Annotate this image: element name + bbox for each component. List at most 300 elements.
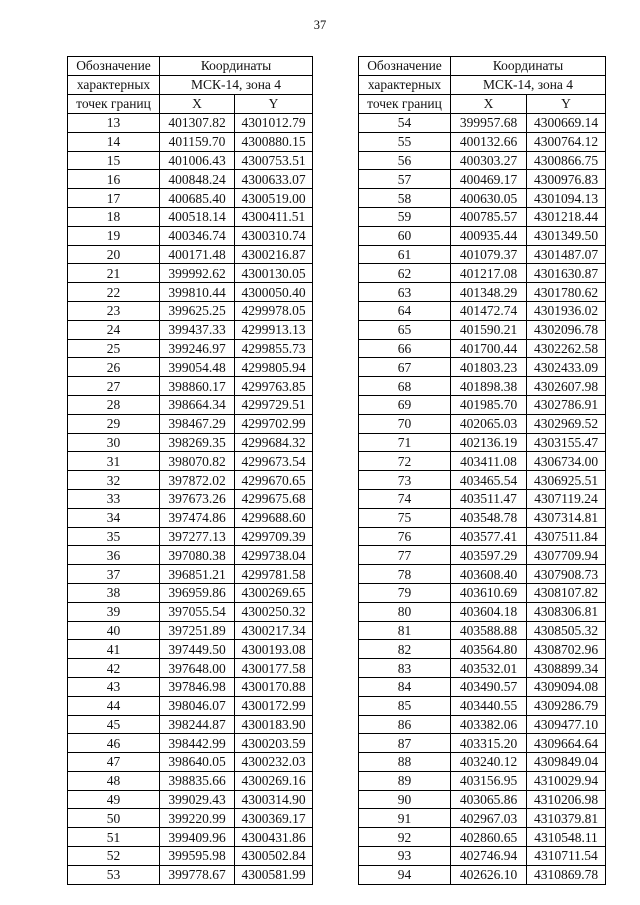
table-row — [68, 358, 313, 377]
point-number-cell: 91 — [359, 809, 451, 828]
table-row — [68, 132, 313, 151]
table-row — [68, 546, 313, 565]
table-row — [68, 339, 313, 358]
point-number-cell: 62 — [359, 264, 451, 283]
x-coordinate-cell: 401472.74 — [451, 301, 527, 320]
point-number-cell: 63 — [359, 283, 451, 302]
x-coordinate-cell: 396851.21 — [160, 565, 235, 584]
y-coordinate-cell: 4300633.07 — [235, 170, 313, 189]
table-row — [68, 207, 313, 226]
table-row — [359, 696, 606, 715]
y-coordinate-cell: 4302262.58 — [527, 339, 606, 358]
table-row — [359, 452, 606, 471]
point-number-cell: 65 — [359, 320, 451, 339]
y-coordinate-cell: 4301936.02 — [527, 301, 606, 320]
x-coordinate-cell: 399029.43 — [160, 790, 235, 809]
table-row — [68, 264, 313, 283]
x-coordinate-cell: 400685.40 — [160, 189, 235, 208]
y-coordinate-cell: 4302096.78 — [527, 320, 606, 339]
y-coordinate-cell: 4299729.51 — [235, 395, 313, 414]
y-coordinate-cell: 4300764.12 — [527, 132, 606, 151]
coordinates-table-left — [67, 56, 313, 885]
x-coordinate-cell: 403156.95 — [451, 771, 527, 790]
point-number-cell: 78 — [359, 565, 451, 584]
x-coordinate-cell: 398640.05 — [160, 753, 235, 772]
point-number-cell: 60 — [359, 226, 451, 245]
x-coordinate-cell: 399957.68 — [451, 114, 527, 133]
point-number-cell: 88 — [359, 753, 451, 772]
y-coordinate-cell: 4307314.81 — [527, 508, 606, 527]
x-coordinate-cell: 399810.44 — [160, 283, 235, 302]
point-number-cell: 30 — [68, 433, 160, 452]
y-coordinate-cell: 4307908.73 — [527, 565, 606, 584]
table-row — [359, 621, 606, 640]
point-number-cell: 27 — [68, 377, 160, 396]
table-row — [359, 546, 606, 565]
point-number-cell: 18 — [68, 207, 160, 226]
designation-header-line3: точек границ — [359, 95, 451, 114]
point-number-cell: 84 — [359, 677, 451, 696]
x-coordinate-cell: 400171.48 — [160, 245, 235, 264]
point-number-cell: 59 — [359, 207, 451, 226]
x-coordinate-cell: 397080.38 — [160, 546, 235, 565]
point-number-cell: 49 — [68, 790, 160, 809]
coordinates-tables — [67, 56, 607, 883]
table-row — [68, 602, 313, 621]
point-number-cell: 36 — [68, 546, 160, 565]
x-coordinate-cell: 397055.54 — [160, 602, 235, 621]
x-coordinate-cell: 398269.35 — [160, 433, 235, 452]
x-column-header: X — [160, 95, 235, 114]
x-coordinate-cell: 397251.89 — [160, 621, 235, 640]
designation-header-line3: точек границ — [68, 95, 160, 114]
x-coordinate-cell: 401700.44 — [451, 339, 527, 358]
point-number-cell: 20 — [68, 245, 160, 264]
table-row — [359, 715, 606, 734]
x-coordinate-cell: 402967.03 — [451, 809, 527, 828]
table-row — [68, 151, 313, 170]
table-row — [359, 489, 606, 508]
point-number-cell: 35 — [68, 527, 160, 546]
y-coordinate-cell: 4299781.58 — [235, 565, 313, 584]
point-number-cell: 32 — [68, 471, 160, 490]
table-row — [359, 565, 606, 584]
y-coordinate-cell: 4310711.54 — [527, 847, 606, 866]
table-row — [359, 395, 606, 414]
table-row — [359, 358, 606, 377]
x-coordinate-cell: 401803.23 — [451, 358, 527, 377]
table-row — [68, 527, 313, 546]
table-row — [68, 809, 313, 828]
table-row — [68, 677, 313, 696]
table-row — [359, 226, 606, 245]
point-number-cell: 71 — [359, 433, 451, 452]
table-row — [359, 508, 606, 527]
x-coordinate-cell: 398046.07 — [160, 696, 235, 715]
x-column-header: X — [451, 95, 527, 114]
table-row — [68, 114, 313, 133]
x-coordinate-cell: 398467.29 — [160, 414, 235, 433]
point-number-cell: 46 — [68, 734, 160, 753]
table-row — [68, 433, 313, 452]
table-row — [359, 828, 606, 847]
x-coordinate-cell: 401985.70 — [451, 395, 527, 414]
table-row — [359, 264, 606, 283]
point-number-cell: 15 — [68, 151, 160, 170]
y-coordinate-cell: 4308107.82 — [527, 583, 606, 602]
table-row — [68, 696, 313, 715]
table-row — [359, 170, 606, 189]
point-number-cell: 37 — [68, 565, 160, 584]
y-coordinate-cell: 4300314.90 — [235, 790, 313, 809]
x-coordinate-cell: 403315.20 — [451, 734, 527, 753]
x-coordinate-cell: 398244.87 — [160, 715, 235, 734]
table-row — [68, 245, 313, 264]
y-coordinate-cell: 4301487.07 — [527, 245, 606, 264]
point-number-cell: 48 — [68, 771, 160, 790]
x-coordinate-cell: 402136.19 — [451, 433, 527, 452]
point-number-cell: 14 — [68, 132, 160, 151]
point-number-cell: 69 — [359, 395, 451, 414]
table-row — [68, 226, 313, 245]
point-number-cell: 51 — [68, 828, 160, 847]
x-coordinate-cell: 397449.50 — [160, 640, 235, 659]
point-number-cell: 13 — [68, 114, 160, 133]
point-number-cell: 19 — [68, 226, 160, 245]
x-coordinate-cell: 397673.26 — [160, 489, 235, 508]
y-coordinate-cell: 4300269.16 — [235, 771, 313, 790]
y-coordinate-cell: 4309094.08 — [527, 677, 606, 696]
y-coordinate-cell: 4299670.65 — [235, 471, 313, 490]
point-number-cell: 70 — [359, 414, 451, 433]
y-coordinate-cell: 4301012.79 — [235, 114, 313, 133]
x-coordinate-cell: 398664.34 — [160, 395, 235, 414]
table-row — [359, 753, 606, 772]
x-coordinate-cell: 400785.57 — [451, 207, 527, 226]
x-coordinate-cell: 403577.41 — [451, 527, 527, 546]
point-number-cell: 64 — [359, 301, 451, 320]
y-coordinate-cell: 4300581.99 — [235, 865, 313, 884]
table-row — [359, 283, 606, 302]
table-row — [68, 471, 313, 490]
table-row — [359, 114, 606, 133]
x-coordinate-cell: 397474.86 — [160, 508, 235, 527]
x-coordinate-cell: 401159.70 — [160, 132, 235, 151]
x-coordinate-cell: 401079.37 — [451, 245, 527, 264]
table-row — [68, 583, 313, 602]
y-coordinate-cell: 4303155.47 — [527, 433, 606, 452]
x-coordinate-cell: 403608.40 — [451, 565, 527, 584]
table-row — [359, 771, 606, 790]
y-coordinate-cell: 4299688.60 — [235, 508, 313, 527]
x-coordinate-cell: 403065.86 — [451, 790, 527, 809]
y-coordinate-cell: 4299738.04 — [235, 546, 313, 565]
y-coordinate-cell: 4300170.88 — [235, 677, 313, 696]
y-coordinate-cell: 4308505.32 — [527, 621, 606, 640]
table-row — [359, 377, 606, 396]
point-number-cell: 72 — [359, 452, 451, 471]
designation-header-line1: Обозначение — [68, 57, 160, 76]
x-coordinate-cell: 403588.88 — [451, 621, 527, 640]
y-coordinate-cell: 4302969.52 — [527, 414, 606, 433]
y-coordinate-cell: 4300217.34 — [235, 621, 313, 640]
y-coordinate-cell: 4300976.83 — [527, 170, 606, 189]
page-number: 37 — [313, 18, 327, 32]
y-coordinate-cell: 4300177.58 — [235, 659, 313, 678]
table-row — [68, 828, 313, 847]
x-coordinate-cell: 401217.08 — [451, 264, 527, 283]
y-coordinate-cell: 4310379.81 — [527, 809, 606, 828]
table-row — [359, 790, 606, 809]
point-number-cell: 33 — [68, 489, 160, 508]
y-coordinate-cell: 4307119.24 — [527, 489, 606, 508]
point-number-cell: 66 — [359, 339, 451, 358]
table-row — [68, 790, 313, 809]
point-number-cell: 25 — [68, 339, 160, 358]
x-coordinate-cell: 403511.47 — [451, 489, 527, 508]
y-coordinate-cell: 4300250.32 — [235, 602, 313, 621]
y-coordinate-cell: 4300050.40 — [235, 283, 313, 302]
table-row — [359, 189, 606, 208]
y-coordinate-cell: 4299805.94 — [235, 358, 313, 377]
point-number-cell: 17 — [68, 189, 160, 208]
x-coordinate-cell: 403382.06 — [451, 715, 527, 734]
point-number-cell: 75 — [359, 508, 451, 527]
table-row — [68, 508, 313, 527]
point-number-cell: 52 — [68, 847, 160, 866]
y-coordinate-cell: 4299702.99 — [235, 414, 313, 433]
x-coordinate-cell: 402065.03 — [451, 414, 527, 433]
x-coordinate-cell: 403564.80 — [451, 640, 527, 659]
y-coordinate-cell: 4300216.87 — [235, 245, 313, 264]
point-number-cell: 54 — [359, 114, 451, 133]
point-number-cell: 76 — [359, 527, 451, 546]
y-coordinate-cell: 4301780.62 — [527, 283, 606, 302]
y-coordinate-cell: 4309849.04 — [527, 753, 606, 772]
x-coordinate-cell: 400132.66 — [451, 132, 527, 151]
y-coordinate-cell: 4307709.94 — [527, 546, 606, 565]
point-number-cell: 61 — [359, 245, 451, 264]
y-coordinate-cell: 4300669.14 — [527, 114, 606, 133]
point-number-cell: 67 — [359, 358, 451, 377]
y-coordinate-cell: 4309286.79 — [527, 696, 606, 715]
table-row — [68, 565, 313, 584]
table-row — [68, 320, 313, 339]
coordinates-header-line2: МСК-14, зона 4 — [160, 76, 313, 95]
y-coordinate-cell: 4299673.54 — [235, 452, 313, 471]
point-number-cell: 94 — [359, 865, 451, 884]
table-row — [68, 621, 313, 640]
x-coordinate-cell: 398835.66 — [160, 771, 235, 790]
x-coordinate-cell: 396959.86 — [160, 583, 235, 602]
point-number-cell: 42 — [68, 659, 160, 678]
y-coordinate-cell: 4309664.64 — [527, 734, 606, 753]
y-coordinate-cell: 4300203.59 — [235, 734, 313, 753]
x-coordinate-cell: 403548.78 — [451, 508, 527, 527]
table-row — [68, 734, 313, 753]
table-row — [359, 471, 606, 490]
point-number-cell: 44 — [68, 696, 160, 715]
y-coordinate-cell: 4299675.68 — [235, 489, 313, 508]
x-coordinate-cell: 397846.98 — [160, 677, 235, 696]
y-coordinate-cell: 4299913.13 — [235, 320, 313, 339]
table-row — [68, 640, 313, 659]
point-number-cell: 80 — [359, 602, 451, 621]
point-number-cell: 85 — [359, 696, 451, 715]
x-coordinate-cell: 402860.65 — [451, 828, 527, 847]
y-coordinate-cell: 4299978.05 — [235, 301, 313, 320]
y-coordinate-cell: 4301349.50 — [527, 226, 606, 245]
x-coordinate-cell: 399054.48 — [160, 358, 235, 377]
y-coordinate-cell: 4300172.99 — [235, 696, 313, 715]
point-number-cell: 83 — [359, 659, 451, 678]
y-coordinate-cell: 4310548.11 — [527, 828, 606, 847]
point-number-cell: 26 — [68, 358, 160, 377]
point-number-cell: 21 — [68, 264, 160, 283]
point-number-cell: 86 — [359, 715, 451, 734]
x-coordinate-cell: 403604.18 — [451, 602, 527, 621]
x-coordinate-cell: 403411.08 — [451, 452, 527, 471]
point-number-cell: 93 — [359, 847, 451, 866]
x-coordinate-cell: 403597.29 — [451, 546, 527, 565]
point-number-cell: 74 — [359, 489, 451, 508]
table-row — [359, 527, 606, 546]
y-coordinate-cell: 4300310.74 — [235, 226, 313, 245]
point-number-cell: 22 — [68, 283, 160, 302]
coordinates-header-line1: Координаты — [451, 57, 606, 76]
x-coordinate-cell: 401307.82 — [160, 114, 235, 133]
x-coordinate-cell: 402626.10 — [451, 865, 527, 884]
table-row — [359, 583, 606, 602]
table-row — [359, 339, 606, 358]
x-coordinate-cell: 403440.55 — [451, 696, 527, 715]
point-number-cell: 29 — [68, 414, 160, 433]
table-row — [68, 283, 313, 302]
point-number-cell: 77 — [359, 546, 451, 565]
right-table-body — [359, 114, 606, 885]
x-coordinate-cell: 397648.00 — [160, 659, 235, 678]
y-coordinate-cell: 4307511.84 — [527, 527, 606, 546]
x-coordinate-cell: 397277.13 — [160, 527, 235, 546]
y-coordinate-cell: 4300502.84 — [235, 847, 313, 866]
point-number-cell: 82 — [359, 640, 451, 659]
y-coordinate-cell: 4300130.05 — [235, 264, 313, 283]
point-number-cell: 45 — [68, 715, 160, 734]
x-coordinate-cell: 398070.82 — [160, 452, 235, 471]
table-row — [68, 715, 313, 734]
y-coordinate-cell: 4308702.96 — [527, 640, 606, 659]
y-coordinate-cell: 4310029.94 — [527, 771, 606, 790]
table-row — [359, 602, 606, 621]
x-coordinate-cell: 397872.02 — [160, 471, 235, 490]
y-coordinate-cell: 4301218.44 — [527, 207, 606, 226]
y-coordinate-cell: 4300519.00 — [235, 189, 313, 208]
table-row — [359, 132, 606, 151]
x-coordinate-cell: 400469.17 — [451, 170, 527, 189]
point-number-cell: 90 — [359, 790, 451, 809]
y-coordinate-cell: 4300369.17 — [235, 809, 313, 828]
x-coordinate-cell: 400935.44 — [451, 226, 527, 245]
coordinates-header-line1: Координаты — [160, 57, 313, 76]
table-row — [359, 301, 606, 320]
y-coordinate-cell: 4300753.51 — [235, 151, 313, 170]
y-coordinate-cell: 4309477.10 — [527, 715, 606, 734]
x-coordinate-cell: 399409.96 — [160, 828, 235, 847]
y-coordinate-cell: 4302607.98 — [527, 377, 606, 396]
y-coordinate-cell: 4306734.00 — [527, 452, 606, 471]
y-coordinate-cell: 4306925.51 — [527, 471, 606, 490]
x-coordinate-cell: 398442.99 — [160, 734, 235, 753]
point-number-cell: 55 — [359, 132, 451, 151]
point-number-cell: 53 — [68, 865, 160, 884]
x-coordinate-cell: 399437.33 — [160, 320, 235, 339]
table-row — [68, 489, 313, 508]
coordinates-header-line2: МСК-14, зона 4 — [451, 76, 606, 95]
y-coordinate-cell: 4300193.08 — [235, 640, 313, 659]
y-coordinate-cell: 4299763.85 — [235, 377, 313, 396]
point-number-cell: 40 — [68, 621, 160, 640]
table-row — [68, 753, 313, 772]
point-number-cell: 81 — [359, 621, 451, 640]
left-table-body — [68, 114, 313, 885]
x-coordinate-cell: 401898.38 — [451, 377, 527, 396]
y-coordinate-cell: 4310869.78 — [527, 865, 606, 884]
x-coordinate-cell: 403240.12 — [451, 753, 527, 772]
point-number-cell: 34 — [68, 508, 160, 527]
x-coordinate-cell: 399220.99 — [160, 809, 235, 828]
table-row — [359, 640, 606, 659]
table-row — [359, 847, 606, 866]
point-number-cell: 31 — [68, 452, 160, 471]
table-row — [359, 865, 606, 884]
x-coordinate-cell: 402746.94 — [451, 847, 527, 866]
table-row — [68, 452, 313, 471]
point-number-cell: 73 — [359, 471, 451, 490]
table-row — [68, 659, 313, 678]
y-coordinate-cell: 4301630.87 — [527, 264, 606, 283]
point-number-cell: 56 — [359, 151, 451, 170]
table-row — [68, 847, 313, 866]
designation-header-line2: характерных — [68, 76, 160, 95]
x-coordinate-cell: 400848.24 — [160, 170, 235, 189]
y-coordinate-cell: 4308899.34 — [527, 659, 606, 678]
x-coordinate-cell: 400303.27 — [451, 151, 527, 170]
y-column-header: Y — [235, 95, 313, 114]
y-coordinate-cell: 4300269.65 — [235, 583, 313, 602]
x-coordinate-cell: 399992.62 — [160, 264, 235, 283]
x-coordinate-cell: 401006.43 — [160, 151, 235, 170]
table-row — [359, 809, 606, 828]
point-number-cell: 38 — [68, 583, 160, 602]
point-number-cell: 92 — [359, 828, 451, 847]
point-number-cell: 68 — [359, 377, 451, 396]
x-coordinate-cell: 399595.98 — [160, 847, 235, 866]
x-coordinate-cell: 403532.01 — [451, 659, 527, 678]
table-row — [68, 414, 313, 433]
y-coordinate-cell: 4300880.15 — [235, 132, 313, 151]
point-number-cell: 41 — [68, 640, 160, 659]
y-coordinate-cell: 4300411.51 — [235, 207, 313, 226]
table-row — [68, 377, 313, 396]
y-coordinate-cell: 4300232.03 — [235, 753, 313, 772]
x-coordinate-cell: 403490.57 — [451, 677, 527, 696]
y-coordinate-cell: 4308306.81 — [527, 602, 606, 621]
y-coordinate-cell: 4302433.09 — [527, 358, 606, 377]
table-row — [359, 433, 606, 452]
y-coordinate-cell: 4300431.86 — [235, 828, 313, 847]
table-row — [359, 659, 606, 678]
table-row — [359, 320, 606, 339]
